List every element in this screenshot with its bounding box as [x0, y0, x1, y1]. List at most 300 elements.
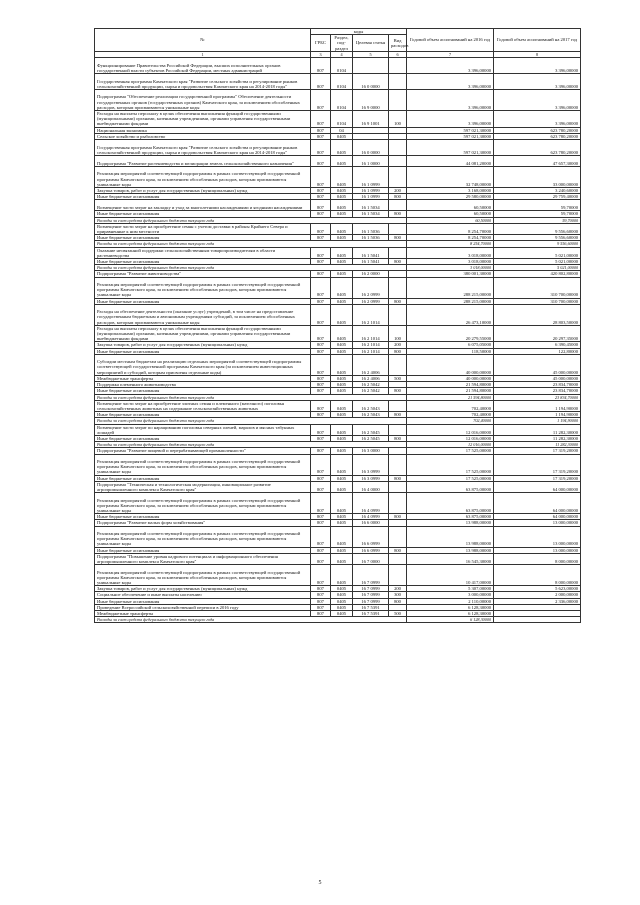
- row-grbs: 807: [311, 354, 331, 375]
- amount-2016: 44 081,20000: [407, 156, 494, 167]
- amount-2017: 5 623,00000: [494, 586, 581, 592]
- row-expense-type: [389, 58, 407, 74]
- row-name: Субсидии местным бюджетам на реализацию отдельных мероприятий соответствующей подпрограммы соответствующей государственной программы Камчатского края (за исключением инвестиционных мероприятий и субсидий, которым присвоены отдельные коды): [95, 354, 311, 375]
- row-name: Подпрограмма "Обеспечение реализации государственной программы" Обеспечение деятельности государственных органов (государственных органов) Камчатского края, за исключением обособленных расходов, которым присваиваются уникальные коды: [95, 90, 311, 111]
- row-expense-type: 800: [389, 598, 407, 604]
- row-expense-type: 200: [389, 586, 407, 592]
- amount-2017: 64 000,00000: [494, 481, 581, 492]
- row-target-article: 16 7 0999: [353, 592, 389, 598]
- amount-2017: 13 000,00000: [494, 520, 581, 526]
- amount-2017: 45 000,00000: [494, 354, 581, 375]
- row-grbs: 807: [311, 200, 331, 211]
- row-name: Иные бюджетные ассигнования: [95, 194, 311, 200]
- amount-2016: 60,50000: [407, 200, 494, 211]
- row-grbs: 807: [311, 388, 331, 394]
- row-razdel: 0405: [331, 604, 353, 610]
- table-row: [95, 167, 581, 188]
- row-grbs: 807: [311, 565, 331, 586]
- row-name: Реализация мероприятий соответствующей подпрограммы в рамках соответствующей государственной программы Камчатского края, за исключением обособленных расходов, которым присваиваются уникальные коды: [95, 526, 311, 547]
- row-razdel: 0104: [331, 90, 353, 111]
- row-razdel: 0405: [331, 211, 353, 217]
- row-name: Подпрограмма "Развитие растениеводства и мелиорации земель сельскохозяйственного назначения": [95, 156, 311, 167]
- amount-2016: 40 000,00000: [407, 375, 494, 381]
- row-grbs: 807: [311, 592, 331, 598]
- row-grbs: 807: [311, 140, 331, 156]
- amount-2017: 59,70000: [494, 217, 581, 223]
- table-row: [95, 58, 581, 74]
- row-razdel: 0104: [331, 58, 353, 74]
- row-target-article: 16 7 0000: [353, 553, 389, 564]
- row-grbs: 807: [311, 90, 331, 111]
- row-name: Оказание несвязанной поддержки сельскохозяйственным товаропроизводителям в области растениеводства: [95, 247, 311, 258]
- row-name: Подпрограмма "Развитие животноводства": [95, 271, 311, 277]
- row-target-article: 16 6 0999: [353, 526, 389, 547]
- row-name: Иные бюджетные ассигнования: [95, 298, 311, 304]
- row-target-article: 16 7 0999: [353, 565, 389, 586]
- row-grbs: 807: [311, 235, 331, 241]
- row-razdel: 0405: [331, 586, 353, 592]
- table-row: [95, 454, 581, 475]
- amount-2017: 6 390,45000: [494, 342, 581, 348]
- row-grbs: 807: [311, 448, 331, 454]
- row-target-article: 16 2 1014: [353, 304, 389, 325]
- amount-2016: 20 279,55000: [407, 325, 494, 342]
- row-name: Закупка товаров, работ и услуг для государственных (муниципальных) нужд: [95, 188, 311, 194]
- row-target-article: 16 3 0000: [353, 448, 389, 454]
- header-expense-type: Вид расходов: [389, 35, 407, 52]
- row-expense-type: [389, 565, 407, 586]
- row-target-article: 16 1 0000: [353, 156, 389, 167]
- row-expense-type: [389, 304, 407, 325]
- row-expense-type: 100: [389, 325, 407, 342]
- note-text: Расходы за счет средств федерального бюджета текущего года: [95, 217, 407, 223]
- amount-2017: 623 780,20000: [494, 127, 581, 133]
- amount-2016: 3 396,00000: [407, 74, 494, 90]
- row-expense-type: [389, 223, 407, 234]
- table-row: [95, 424, 581, 435]
- row-name: Проведение Всероссийской сельскохозяйственной переписи в 2016 году: [95, 604, 311, 610]
- amount-2017: 17 319,20000: [494, 475, 581, 481]
- row-name: Возмещение части затрат на приобретение семян с учетом доставки в районы Крайнего Севера и приравненные к ним местности: [95, 223, 311, 234]
- row-grbs: 807: [311, 514, 331, 520]
- row-target-article: 16 2 0999: [353, 277, 389, 298]
- row-razdel: 0405: [331, 304, 353, 325]
- amount-2016: 29 580,00000: [407, 194, 494, 200]
- row-grbs: 807: [311, 586, 331, 592]
- amount-2016: 3 018,00000: [407, 265, 494, 271]
- amount-2016: 2 110,00000: [407, 598, 494, 604]
- amount-2017: 1 194,90000: [494, 418, 581, 424]
- row-razdel: 0405: [331, 592, 353, 598]
- amount-2017: 11 282,30000: [494, 435, 581, 441]
- row-target-article: 16 0 0000: [353, 140, 389, 156]
- table-row: [95, 354, 581, 375]
- amount-2016: 8 254,70000: [407, 223, 494, 234]
- amount-2016: 6 075,05000: [407, 342, 494, 348]
- amount-2017: 420 802,80000: [494, 271, 581, 277]
- row-razdel: 0405: [331, 424, 353, 435]
- row-razdel: 0405: [331, 448, 353, 454]
- row-grbs: 807: [311, 547, 331, 553]
- amount-2016: 40 000,00000: [407, 354, 494, 375]
- amount-2017: 13 000,00000: [494, 526, 581, 547]
- table-row: [95, 526, 581, 547]
- row-expense-type: [389, 247, 407, 258]
- amount-2017: 623 780,20000: [494, 133, 581, 139]
- amount-2016: 597 021,30000: [407, 127, 494, 133]
- amount-2017: 310 700,00000: [494, 298, 581, 304]
- row-target-article: 16 1 5034: [353, 211, 389, 217]
- row-name: Реализация мероприятий соответствующей подпрограммы в рамках соответствующей государственной программы Камчатского края, за исключением обособленных расходов, которым присваиваются уникальные коды: [95, 167, 311, 188]
- row-name: Иные бюджетные ассигнования: [95, 598, 311, 604]
- amount-2016: 17 525,00000: [407, 454, 494, 475]
- amount-2017: 20 297,35000: [494, 325, 581, 342]
- row-expense-type: 800: [389, 388, 407, 394]
- row-razdel: 0405: [331, 598, 353, 604]
- row-expense-type: 200: [389, 342, 407, 348]
- row-target-article: 16 2 1014: [353, 348, 389, 354]
- amount-2016: 13 988,00000: [407, 526, 494, 547]
- table-row: [95, 493, 581, 514]
- row-razdel: 0405: [331, 388, 353, 394]
- amount-2016: 3 018,00000: [407, 259, 494, 265]
- row-grbs: 807: [311, 412, 331, 418]
- row-expense-type: [389, 553, 407, 564]
- row-razdel: 0405: [331, 247, 353, 258]
- row-name: Расходы на обеспечение деятельности (оказание услуг) учреждений, в том числе на предоставление государственным бюджетным и автономным учреждениям субсидий, за исключением обособленных расходов, которым присваиваются уникальные коды: [95, 304, 311, 325]
- amount-2016: 60,50000: [407, 217, 494, 223]
- row-expense-type: 800: [389, 259, 407, 265]
- amount-2017: 3 240,60000: [494, 188, 581, 194]
- row-target-article: 16 6 0999: [353, 547, 389, 553]
- row-name: Подпрограмма "Повышение уровня кадрового потенциала и информационного обеспечения агропромышленного комплекса Камчатского края": [95, 553, 311, 564]
- row-name: Реализация мероприятий соответствующей подпрограммы в рамках соответствующей государственной программы Камчатского края, за исключением обособленных расходов, которым присваиваются уникальные коды: [95, 565, 311, 586]
- row-razdel: 0405: [331, 565, 353, 586]
- row-expense-type: [389, 481, 407, 492]
- row-grbs: 807: [311, 493, 331, 514]
- row-grbs: 807: [311, 58, 331, 74]
- amount-2017: 33 000,00000: [494, 167, 581, 188]
- row-name: Межбюджетные трансферты: [95, 375, 311, 381]
- row-grbs: 807: [311, 435, 331, 441]
- row-name: Реализация мероприятий соответствующей подпрограммы в рамках соответствующей государственной программы Камчатского края, за исключением обособленных расходов, которым присваиваются уникальные коды: [95, 454, 311, 475]
- amount-2016: 17 525,00000: [407, 475, 494, 481]
- row-razdel: 0104: [331, 111, 353, 128]
- amount-2016: 6 128,30000: [407, 610, 494, 616]
- row-target-article: 16 3 0999: [353, 475, 389, 481]
- row-target-article: 16 2 4006: [353, 375, 389, 381]
- row-target-article: 16 2 0999: [353, 298, 389, 304]
- row-razdel: 0405: [331, 553, 353, 564]
- row-target-article: 16 4 0999: [353, 514, 389, 520]
- row-expense-type: [389, 400, 407, 411]
- row-expense-type: 800: [389, 298, 407, 304]
- row-expense-type: 800: [389, 514, 407, 520]
- row-target-article: 16 2 4006: [353, 354, 389, 375]
- row-target-article: 16 1 5036: [353, 223, 389, 234]
- row-name: Сельское хозяйство и рыболовство: [95, 133, 311, 139]
- row-grbs: 807: [311, 156, 331, 167]
- row-razdel: 0405: [331, 493, 353, 514]
- amount-2017: 3 396,00000: [494, 111, 581, 128]
- amount-2016: 3 396,00000: [407, 111, 494, 128]
- row-razdel: 0405: [331, 526, 353, 547]
- amount-2016: 288 215,00000: [407, 277, 494, 298]
- row-target-article: 16 4 0999: [353, 493, 389, 514]
- row-grbs: 807: [311, 223, 331, 234]
- row-grbs: 807: [311, 475, 331, 481]
- row-name: Закупка товаров, работ и услуг для государственных (муниципальных) нужд: [95, 586, 311, 592]
- row-grbs: 807: [311, 526, 331, 547]
- table-row: [95, 553, 581, 564]
- amount-2017: 13 000,00000: [494, 547, 581, 553]
- row-name: Государственная программа Камчатского края "Развитие сельского хозяйства и регулирование рынков сельскохозяйственной продукции, сырья и продовольствия Камчатского края на 2014-2018 годы": [95, 74, 311, 90]
- row-target-article: 16 2 5043: [353, 400, 389, 411]
- row-expense-type: 500: [389, 375, 407, 381]
- amount-2017: [494, 617, 581, 623]
- row-target-article: 16 1 0999: [353, 194, 389, 200]
- row-name: Возмещение части затрат по наращиванию поголовья северных оленей, маралов и мясных табунных лошадей: [95, 424, 311, 435]
- row-razdel: 0405: [331, 156, 353, 167]
- row-razdel: 0405: [331, 348, 353, 354]
- table-body: [95, 58, 581, 623]
- table-row: [95, 140, 581, 156]
- amount-2017: 23 834,70000: [494, 382, 581, 388]
- row-name: Иные бюджетные ассигнования: [95, 259, 311, 265]
- amount-2016: 380 001,30000: [407, 271, 494, 277]
- row-razdel: 0405: [331, 400, 353, 411]
- amount-2017: 122,80000: [494, 348, 581, 354]
- amount-2017: 23 834,70000: [494, 388, 581, 394]
- amount-2017: 64 000,00000: [494, 493, 581, 514]
- row-razdel: 0405: [331, 133, 353, 139]
- amount-2017: 623 780,20000: [494, 140, 581, 156]
- index-5: 5: [353, 51, 389, 57]
- amount-2017: 3 396,00000: [494, 74, 581, 90]
- row-razdel: 0405: [331, 382, 353, 388]
- row-expense-type: [389, 74, 407, 90]
- row-grbs: 807: [311, 610, 331, 616]
- row-expense-type: 200: [389, 188, 407, 194]
- row-expense-type: 800: [389, 348, 407, 354]
- amount-2017: 28 803,50000: [494, 304, 581, 325]
- row-target-article: 16 1 5036: [353, 235, 389, 241]
- row-expense-type: 100: [389, 111, 407, 128]
- note-text: Расходы за счет средств федерального бюджета текущего года: [95, 265, 407, 271]
- row-razdel: 0405: [331, 223, 353, 234]
- row-grbs: 807: [311, 277, 331, 298]
- row-grbs: 807: [311, 325, 331, 342]
- row-expense-type: 800: [389, 412, 407, 418]
- row-expense-type: [389, 200, 407, 211]
- table-row: [95, 325, 581, 342]
- row-razdel: 0405: [331, 475, 353, 481]
- row-target-article: 16 2 5043: [353, 412, 389, 418]
- row-target-article: 16 3 0999: [353, 454, 389, 475]
- row-name: Иные бюджетные ассигнования: [95, 514, 311, 520]
- amount-2016: 13 988,00000: [407, 520, 494, 526]
- row-grbs: 807: [311, 304, 331, 325]
- amount-2017: 11 282,30000: [494, 442, 581, 448]
- row-razdel: 0405: [331, 514, 353, 520]
- row-target-article: 16 2 1014: [353, 325, 389, 342]
- row-grbs: 807: [311, 382, 331, 388]
- table-row: [95, 277, 581, 298]
- amount-2017: 8 000,00000: [494, 553, 581, 564]
- amount-2016: 26 473,10000: [407, 304, 494, 325]
- header-year-2016: Годовой объем ассигнований на 2016 год: [407, 29, 494, 52]
- amount-2016: 3 018,00000: [407, 247, 494, 258]
- row-name: Реализация мероприятий соответствующей подпрограммы в рамках соответствующей государственной программы Камчатского края, за исключением обособленных расходов, которым присваиваются уникальные коды: [95, 277, 311, 298]
- row-name: Подпрограмма "Техническая и технологическая модернизация, инновационное развитие агропромышленного комплекса Камчатского края": [95, 481, 311, 492]
- header-razdel: Раздел, под-раздел: [331, 35, 353, 52]
- amount-2017: 5 021,00000: [494, 247, 581, 258]
- header-grbs: ГРБС: [311, 35, 331, 52]
- row-grbs: 807: [311, 598, 331, 604]
- index-7: 7: [407, 51, 494, 57]
- note-row: [95, 617, 581, 623]
- table-row: [95, 223, 581, 234]
- row-target-article: 16 1 0999: [353, 167, 389, 188]
- index-4: 4: [331, 51, 353, 57]
- amount-2016: 17 525,00000: [407, 448, 494, 454]
- amount-2016: 702,40000: [407, 412, 494, 418]
- row-razdel: 0405: [331, 200, 353, 211]
- row-razdel: 0405: [331, 271, 353, 277]
- row-name: Иные бюджетные ассигнования: [95, 211, 311, 217]
- amount-2016: 8 254,70000: [407, 235, 494, 241]
- amount-2016: 60,50000: [407, 211, 494, 217]
- row-name: Иные бюджетные ассигнования: [95, 547, 311, 553]
- row-expense-type: [389, 526, 407, 547]
- row-expense-type: [389, 424, 407, 435]
- row-grbs: 807: [311, 424, 331, 435]
- row-grbs: 807: [311, 111, 331, 128]
- table-row: [95, 481, 581, 492]
- row-name: Подпрограмма "Развитие пищевой и перерабатывающей промышленности": [95, 448, 311, 454]
- row-razdel: 0405: [331, 298, 353, 304]
- row-target-article: 16 0 0000: [353, 74, 389, 90]
- amount-2017: 1 194,90000: [494, 412, 581, 418]
- row-name: Иные бюджетные ассигнования: [95, 235, 311, 241]
- row-razdel: 04: [331, 127, 353, 133]
- row-razdel: 0405: [331, 412, 353, 418]
- table-row: [95, 400, 581, 411]
- row-name: Иные бюджетные ассигнования: [95, 348, 311, 354]
- amount-2016: 5 307,00000: [407, 586, 494, 592]
- amount-2017: 47 657,30000: [494, 156, 581, 167]
- amount-2016: 63 875,00000: [407, 481, 494, 492]
- row-razdel: 0405: [331, 325, 353, 342]
- row-name: Национальная экономика: [95, 127, 311, 133]
- row-razdel: 0405: [331, 454, 353, 475]
- budget-sheet: [94, 28, 580, 623]
- row-razdel: 0405: [331, 520, 353, 526]
- row-grbs: 807: [311, 259, 331, 265]
- row-target-article: 16 2 5042: [353, 382, 389, 388]
- row-expense-type: [389, 493, 407, 514]
- row-expense-type: [389, 167, 407, 188]
- amount-2016: 6 128,30000: [407, 604, 494, 610]
- amount-2017: 8 000,00000: [494, 565, 581, 586]
- row-razdel: 0405: [331, 354, 353, 375]
- amount-2016: 3 396,00000: [407, 58, 494, 74]
- amount-2017: 1 194,90000: [494, 400, 581, 411]
- amount-2016: 118,50000: [407, 348, 494, 354]
- row-name: Иные бюджетные ассигнования: [95, 412, 311, 418]
- amount-2017: 17 319,20000: [494, 454, 581, 475]
- row-grbs: 807: [311, 188, 331, 194]
- row-target-article: 16 7 0999: [353, 598, 389, 604]
- amount-2016: 12 016,00000: [407, 442, 494, 448]
- row-razdel: 0405: [331, 259, 353, 265]
- amount-2017: 17 319,20000: [494, 448, 581, 454]
- row-target-article: 16 2 5045: [353, 424, 389, 435]
- amount-2016: 597 021,30000: [407, 133, 494, 139]
- amount-2017: 2 000,00000: [494, 592, 581, 598]
- row-name: Государственная программа Камчатского края "Развитие сельского хозяйства и регулирование рынков сельскохозяйственной продукции, сырья и продовольствия Камчатского края на 2014-2018 годы": [95, 140, 311, 156]
- amount-2017: 5 021,00000: [494, 265, 581, 271]
- row-grbs: 807: [311, 167, 331, 188]
- row-target-article: [353, 58, 389, 74]
- header-number: №: [95, 29, 311, 52]
- row-expense-type: 800: [389, 194, 407, 200]
- row-grbs: 807: [311, 520, 331, 526]
- amount-2017: 59,70000: [494, 200, 581, 211]
- amount-2016: 21 594,80000: [407, 394, 494, 400]
- table-row: [95, 247, 581, 258]
- row-grbs: 807: [311, 481, 331, 492]
- amount-2016: 63 875,00000: [407, 493, 494, 514]
- table-row: [95, 304, 581, 325]
- row-name: Закупка товаров, работ и услуг для государственных (муниципальных) нужд: [95, 342, 311, 348]
- amount-2017: 64 000,00000: [494, 514, 581, 520]
- row-expense-type: [389, 354, 407, 375]
- row-expense-type: [389, 156, 407, 167]
- amount-2017: 9 556,60000: [494, 235, 581, 241]
- row-name: Иные бюджетные ассигнования: [95, 435, 311, 441]
- amount-2016: 6 128,30000: [407, 617, 494, 623]
- row-target-article: 16 9 1001: [353, 111, 389, 128]
- amount-2016: 702,40000: [407, 400, 494, 411]
- note-text: Расходы за счет средств федерального бюджета текущего года: [95, 241, 407, 247]
- table-row: [95, 156, 581, 167]
- page-number: 5: [318, 880, 322, 886]
- amount-2016: 3 000,00000: [407, 592, 494, 598]
- amount-2016: 288 215,00000: [407, 298, 494, 304]
- row-target-article: 16 1 0999: [353, 188, 389, 194]
- note-text: Расходы за счет средств федерального бюджета текущего года: [95, 442, 407, 448]
- row-name: Иные бюджетные ассигнования: [95, 388, 311, 394]
- row-target-article: 16 9 0000: [353, 90, 389, 111]
- amount-2016: 12 016,00000: [407, 424, 494, 435]
- table-row: [95, 565, 581, 586]
- amount-2017: 9 556,60000: [494, 241, 581, 247]
- amount-2017: 29 759,40000: [494, 194, 581, 200]
- row-grbs: 807: [311, 127, 331, 133]
- note-text: Расходы за счет средств федерального бюджета текущего года: [95, 617, 407, 623]
- amount-2016: 16 545,30000: [407, 553, 494, 564]
- row-expense-type: 800: [389, 547, 407, 553]
- row-target-article: 16 1 5034: [353, 200, 389, 211]
- amount-2016: 21 594,80000: [407, 388, 494, 394]
- row-name: Расходы на выплаты персоналу в целях обеспечения выполнения функций государственными (муниципальными) органами, казенными учреждениями, органами управления государственными внебюджетными фондами: [95, 111, 311, 128]
- amount-2017: 9 556,60000: [494, 223, 581, 234]
- row-target-article: 16 7 5391: [353, 610, 389, 616]
- amount-2017: 3 396,00000: [494, 58, 581, 74]
- row-name: Функционирование Правительства Российской Федерации, высших исполнительных органов государственной власти субъектов Российской Федерации, местных администраций: [95, 58, 311, 74]
- row-name: Расходы на выплаты персоналу в целях обеспечения выполнения функций государственными (муниципальными) органами, казенными учреждениями, органами управления государственными внебюджетными фондами: [95, 325, 311, 342]
